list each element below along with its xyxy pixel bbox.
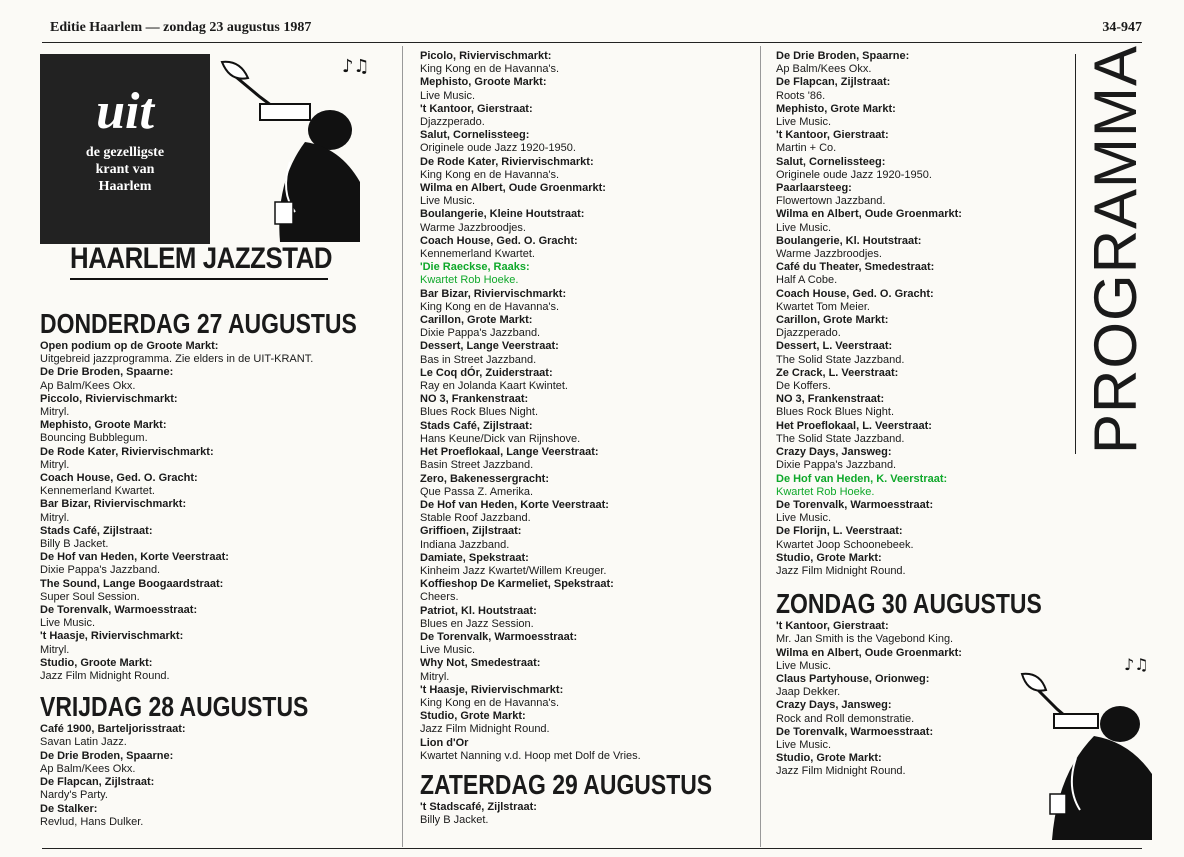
venue-name: De Flapcan, Zijlstraat: [40,776,155,789]
venue-name: NO 3, Frankenstraat: [776,393,885,406]
act-name: Live Music. [420,89,476,102]
venue-name: Wilma en Albert, Oude Groenmarkt: [420,182,606,195]
venue-name: Patriot, Kl. Houtstraat: [420,604,537,617]
act-name: Martin + Co. [776,142,837,155]
act-name: Live Music. [776,659,832,672]
svg-text:♪♫: ♪♫ [1124,655,1149,674]
act-name: Cheers. [420,591,459,604]
venue-name: Het Proeflokaal, Lange Veerstraat: [420,446,599,459]
venue-name: Bar Bizar, Riviervischmarkt: [420,287,567,300]
program-entry [776,473,1016,499]
venue-name: Crazy Days, Jansweg: [776,699,892,712]
act-name: Mitryl. [40,458,70,471]
program-entry [776,129,1016,155]
svg-text:♪♫: ♪♫ [342,56,370,77]
act-name: De Koffers. [776,380,831,393]
program-entry [40,776,380,802]
program-entry [420,208,750,234]
venue-name: De Hof van Heden, K. Veerstraat: [776,472,948,485]
act-name: Live Music. [40,617,96,630]
entry-list [776,50,1016,578]
program-entry [420,631,750,657]
act-name: Jazz Film Midnight Round. [40,670,170,683]
venue-name: Wilma en Albert, Oude Groenmarkt: [776,208,962,221]
act-name: Bas in Street Jazzband. [420,353,537,366]
venue-name: Piccolo, Riviervischmarkt: [40,392,178,405]
venue-name: Café du Theater, Smedestraat: [776,261,935,274]
act-name: Indiana Jazzband. [420,538,510,551]
venue-name: De Torenvalk, Warmoesstraat: [776,498,934,511]
act-name: Kwartet Nanning v.d. Hoop met Dolf de Vries. [420,749,641,762]
venue-name: Lion d'Or [420,736,469,749]
program-entry [420,235,750,261]
act-name: The Solid State Jazzband. [776,353,905,366]
venue-name: Dessert, Lange Veerstraat: [420,340,559,353]
act-name: Originele oude Jazz 1920-1950. [776,168,932,181]
act-name: Kwartet Joop Schoonebeek. [776,538,914,551]
program-entry [776,208,1016,234]
act-name: Ap Balm/Kees Okx. [40,762,136,775]
program-entry [40,472,380,498]
venue-name: De Drie Broden, Spaarne: [40,749,174,762]
act-name: Nardy's Party. [40,789,108,802]
act-name: Super Soul Session. [40,590,140,603]
program-entry [776,647,1016,673]
banner-title: HAARLEM JAZZSTAD [70,242,328,280]
program-entry [420,710,750,736]
page-code: 34-947 [1102,20,1142,35]
venue-name: Wilma en Albert, Oude Groenmarkt: [776,646,962,659]
venue-name: Studio, Grote Markt: [776,551,882,564]
venue-name: Salut, Cornelissteeg: [420,129,530,142]
program-entry [420,578,750,604]
venue-name: Boulangerie, Kl. Houtstraat: [776,234,922,247]
venue-name: 'Die Raeckse, Raaks: [420,261,530,274]
venue-name: Mephisto, Groote Markt: [40,419,167,432]
program-entry [776,340,1016,366]
program-entry [420,801,750,827]
program-entry [776,50,1016,76]
venue-name: De Rode Kater, Riviervischmarkt: [40,445,214,458]
act-name: King Kong en de Havanna's. [420,300,560,313]
act-name: Warme Jazzbroodjes. [776,248,882,261]
act-name: Mitryl. [40,406,70,419]
venue-name: Zero, Bakenessergracht: [420,472,549,485]
venue-name: Studio, Grote Markt: [420,710,526,723]
venue-name: Coach House, Ged. O. Gracht: [420,234,578,247]
act-name: Ap Balm/Kees Okx. [776,63,872,76]
trumpet-player-illustration [220,52,370,242]
day-section-thursday [40,308,380,829]
trumpet-player-illustration [1012,654,1162,840]
act-name: Live Music. [776,221,832,234]
act-name: Savan Latin Jazz. [40,736,127,749]
act-name: Billy B Jacket. [40,538,109,551]
program-entry [420,446,750,472]
act-name: Blues en Jazz Session. [420,617,534,630]
venue-name: Paarlaarsteeg: [776,182,852,195]
program-entry [40,604,380,630]
venue-name: Studio, Groote Markt: [40,656,153,669]
logo-tagline: de gezelligste krant van Haarlem [85,145,165,194]
program-entry [420,76,750,102]
venue-name: De Hof van Heden, Korte Veerstraat: [40,551,229,564]
entry-list [420,50,750,763]
column-3 [776,46,1042,847]
entry-list [776,620,1016,778]
venue-name: Le Coq dÓr, Zuiderstraat: [420,366,553,379]
act-name: Live Music. [776,116,832,129]
venue-name: The Sound, Lange Boogaardstraat: [40,577,224,590]
bottom-rule [42,848,1142,850]
logo-word: uit [96,83,154,140]
program-entry [40,366,380,392]
program-entry [420,261,750,287]
venue-name: Picolo, Riviervischmarkt: [420,50,552,62]
act-name: Kwartet Tom Meier. [776,300,870,313]
program-entry [776,393,1016,419]
venue-name: 't Kantoor, Gierstraat: [420,102,533,115]
program-entry [40,657,380,683]
act-name: Hans Keune/Dick van Rijnshove. [420,432,581,445]
program-entry [776,446,1016,472]
act-name: Jazz Film Midnight Round. [420,723,550,736]
program-entry [776,103,1016,129]
act-name: Basin Street Jazzband. [420,459,534,472]
column-1 [40,46,370,847]
act-name: Live Music. [776,512,832,525]
act-name: Roots '86. [776,89,826,102]
act-name: Mr. Jan Smith is the Vagebond King. [776,633,954,646]
program-entry [420,50,750,76]
program-entry [776,261,1016,287]
act-name: Jazz Film Midnight Round. [776,564,906,577]
act-name: Mitryl. [420,670,450,683]
act-name: Half A Cobe. [776,274,838,287]
program-entry [776,620,1016,646]
act-name: Billy B Jacket. [420,814,489,827]
day-title: DONDERDAG 27 AUGUSTUS [40,308,357,339]
program-entry [776,499,1016,525]
act-name: Dixie Pappa's Jazzband. [420,327,541,340]
venue-name: NO 3, Frankenstraat: [420,393,529,406]
venue-name: De Florijn, L. Veerstraat: [776,525,903,538]
program-entry [40,419,380,445]
program-entry [420,314,750,340]
program-entry [776,673,1016,699]
program-entry [420,525,750,551]
act-name: Stable Roof Jazzband. [420,512,531,525]
venue-name: Why Not, Smedestraat: [420,657,541,670]
act-name: Live Music. [420,644,476,657]
venue-name: 't Haasje, Riviervischmarkt: [40,630,184,643]
program-entry [420,737,750,763]
act-name: Mitryl. [40,643,70,656]
program-entry [40,393,380,419]
venue-name: Ze Crack, L. Veerstraat: [776,366,899,379]
act-name: Blues Rock Blues Night. [776,406,894,419]
venue-name: Bar Bizar, Riviervischmarkt: [40,498,187,511]
act-name: Uitgebreid jazzprogramma. Zie elders in de UIT-KRANT. [40,353,314,366]
venue-name: De Drie Broden, Spaarne: [776,50,910,62]
venue-name: Coach House, Ged. O. Gracht: [40,472,198,485]
program-entry [420,657,750,683]
venue-name: Salut, Cornelissteeg: [776,155,886,168]
act-name: Kwartet Rob Hoeke. [420,274,519,287]
program-entry [40,498,380,524]
act-name: Mitryl. [40,511,70,524]
day-title: ZONDAG 30 AUGUSTUS [776,588,1042,620]
act-name: Warme Jazzbroodjes. [420,221,526,234]
venue-name: De Torenvalk, Warmoesstraat: [776,725,934,738]
act-name: Live Music. [776,738,832,751]
program-entry [776,288,1016,314]
venue-name: Het Proeflokaal, L. Veerstraat: [776,419,932,432]
programma-banner [1075,44,1152,454]
entry-list [420,801,750,827]
program-entry [776,525,1016,551]
act-name: King Kong en de Havanna's. [420,696,560,709]
program-entry [420,499,750,525]
act-name: Ap Balm/Kees Okx. [40,379,136,392]
program-entry [40,551,380,577]
act-name: Dixie Pappa's Jazzband. [776,459,897,472]
act-name: Revlud, Hans Dulker. [40,815,144,828]
column-divider [760,46,761,847]
program-entry [40,750,380,776]
act-name: Djazzperado. [420,116,485,129]
venue-name: 't Kantoor, Gierstraat: [776,129,889,142]
venue-name: De Hof van Heden, Korte Veerstraat: [420,498,609,511]
act-name: Que Passa Z. Amerika. [420,485,534,498]
act-name: Dixie Pappa's Jazzband. [40,564,161,577]
venue-name: Café 1900, Barteljorisstraat: [40,723,186,736]
venue-name: Stads Café, Zijlstraat: [40,524,153,537]
act-name: Flowertown Jazzband. [776,195,886,208]
entry-list [40,340,380,683]
venue-name: 't Kantoor, Gierstraat: [776,620,889,633]
venue-name: Carillon, Grote Markt: [776,314,889,327]
venue-name: Dessert, L. Veerstraat: [776,340,893,353]
venue-name: Stads Café, Zijlstraat: [420,419,533,432]
program-entry [776,552,1016,578]
program-entry [420,367,750,393]
venue-name: De Torenvalk, Warmoesstraat: [40,604,198,617]
venue-name: Mephisto, Groote Markt: [420,76,547,89]
uit-logo [40,54,210,244]
act-name: Live Music. [420,195,476,208]
venue-name: Crazy Days, Jansweg: [776,446,892,459]
venue-name: De Stalker: [40,802,98,815]
program-entry [420,473,750,499]
venue-name: Open podium op de Groote Markt: [40,340,219,352]
program-entry [420,393,750,419]
program-entry [40,446,380,472]
program-entry [40,723,380,749]
program-entry [420,340,750,366]
program-entry [420,182,750,208]
program-entry [776,699,1016,725]
act-name: Kennemerland Kwartet. [40,485,155,498]
act-name: Kennemerland Kwartet. [420,248,535,261]
venue-name: De Flapcan, Zijlstraat: [776,76,891,89]
program-entry [776,156,1016,182]
entry-list [40,723,380,829]
venue-name: Mephisto, Grote Markt: [776,102,896,115]
program-entry [420,552,750,578]
program-entry [776,726,1016,752]
program-entry [776,752,1016,778]
act-name: Originele oude Jazz 1920-1950. [420,142,576,155]
venue-name: De Rode Kater, Riviervischmarkt: [420,155,594,168]
act-name: Bouncing Bubblegum. [40,432,148,445]
program-entry [776,182,1016,208]
edition-line: Editie Haarlem — zondag 23 augustus 1987 [50,20,312,35]
program-entry [420,420,750,446]
program-entry [40,630,380,656]
page-header [42,14,1142,43]
day-title: ZATERDAG 29 AUGUSTUS [420,768,713,800]
act-name: Rock and Roll demonstratie. [776,712,915,725]
program-entry [40,803,380,829]
act-name: Djazzperado. [776,327,841,340]
act-name: The Solid State Jazzband. [776,432,905,445]
venue-name: Coach House, Ged. O. Gracht: [776,287,934,300]
venue-name: De Torenvalk, Warmoesstraat: [420,630,578,643]
venue-name: Studio, Grote Markt: [776,752,882,765]
program-entry [776,76,1016,102]
venue-name: Boulangerie, Kleine Houtstraat: [420,208,585,221]
venue-name: 't Stadscafé, Zijlstraat: [420,800,537,813]
program-entry [40,340,380,366]
program-entry [776,314,1016,340]
program-entry [40,525,380,551]
venue-name: 't Haasje, Riviervischmarkt: [420,683,564,696]
program-entry [776,235,1016,261]
column-divider [402,46,403,847]
act-name: King Kong en de Havanna's. [420,63,560,76]
program-entry [776,367,1016,393]
act-name: King Kong en de Havanna's. [420,168,560,181]
act-name: Blues Rock Blues Night. [420,406,538,419]
venue-name: Griffioen, Zijlstraat: [420,525,522,538]
program-entry [420,129,750,155]
venue-name: Damiate, Spekstraat: [420,551,529,564]
venue-name: Claus Partyhouse, Orionweg: [776,672,930,685]
act-name: Jazz Film Midnight Round. [776,765,906,778]
program-entry [420,684,750,710]
program-entry [420,288,750,314]
act-name: Kwartet Rob Hoeke. [776,485,875,498]
program-entry [420,605,750,631]
column-2 [420,46,750,847]
day-title: VRIJDAG 28 AUGUSTUS [40,691,309,723]
act-name: Kinheim Jazz Kwartet/Willem Kreuger. [420,564,607,577]
program-entry [420,103,750,129]
act-name: Jaap Dekker. [776,686,841,699]
side-title: PROGRAMMA [1082,44,1149,454]
program-entry [40,578,380,604]
venue-name: Carillon, Grote Markt: [420,314,533,327]
venue-name: Koffieshop De Karmeliet, Spekstraat: [420,578,614,591]
venue-name: De Drie Broden, Spaarne: [40,366,174,379]
program-entry [420,156,750,182]
act-name: Ray en Jolanda Kaart Kwintet. [420,380,568,393]
program-entry [776,420,1016,446]
